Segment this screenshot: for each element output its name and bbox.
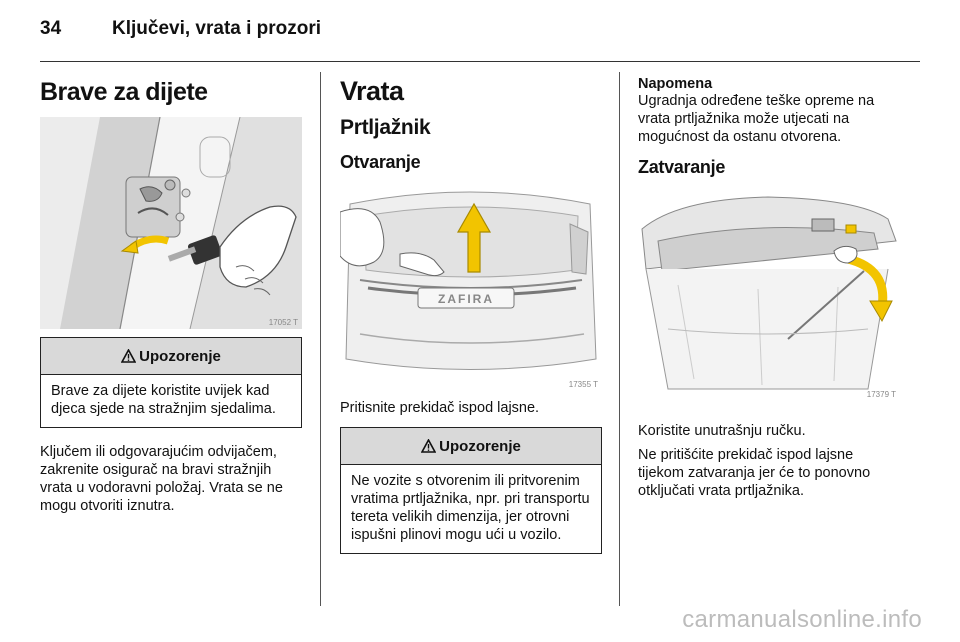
closing-instructions-2: Ne pritišćite prekidač ispod lajsne tijekom zatvaranja jer će to ponovno otključati vrata prtljažnika. (638, 447, 871, 499)
subheading-closing: Zatvaranje (638, 157, 726, 177)
tailgate-opening-illustration (340, 184, 602, 391)
note-heading: Napomena (638, 76, 713, 92)
warning-triangle-icon (421, 439, 436, 453)
child-lock-illustration (40, 117, 302, 329)
tailgate-closing-illustration (638, 189, 900, 401)
child-lock-instructions: Ključem ili odgovarajućim odvijačem, zakrenite osigurač na bravi stražnjih vrata u vodoravni položaj. Vrata se ne mogu otvoriti iznutra. (40, 444, 283, 514)
license-plate-text: ZAFIRA (438, 292, 494, 306)
child-lock-drawing (40, 117, 302, 329)
warning-box-child-locks (40, 337, 302, 428)
column-child-locks (40, 72, 302, 515)
subheading-tailgate: Prtljažnik (340, 116, 431, 139)
closing-instructions-1: Koristite unutrašnju ručku. (638, 423, 806, 439)
warning-box-exhaust (340, 427, 602, 554)
opening-instructions: Pritisnite prekidač ispod lajsne. (340, 400, 540, 416)
figure-code: 17379 T (866, 390, 896, 399)
tailgate-opening-drawing (340, 184, 602, 391)
warning-header (41, 338, 301, 375)
warning-text: Ne vozite s otvorenim ili pritvorenim vratima prtljažnika, npr. pri transportu tereta velikih dimenzija, jer otrovni ispušni plinovi mogu ući u vozilo. (351, 473, 590, 543)
page-header (40, 18, 920, 58)
subheading-opening: Otvaranje (340, 152, 421, 172)
warning-text: Brave za dijete koristite uvijek kad djeca sjede na stražnjim sjedalima. (51, 383, 276, 417)
column-closing (638, 72, 900, 500)
warning-label: Upozorenje (439, 437, 521, 455)
header-rule (40, 61, 920, 62)
section-heading-doors: Vrata (340, 76, 404, 106)
warning-header (341, 428, 601, 465)
section-heading-child-locks: Brave za dijete (40, 78, 208, 106)
figure-code: 17052 T (268, 318, 298, 327)
page-number: 34 (40, 18, 62, 39)
figure-code: 17355 T (568, 380, 598, 389)
tailgate-closing-drawing (638, 189, 900, 401)
page-title: Ključevi, vrata i prozori (112, 18, 322, 39)
warning-triangle-icon (121, 349, 136, 363)
column-divider-2 (619, 72, 620, 606)
watermark: carmanualsonline.info (682, 606, 922, 633)
warning-label: Upozorenje (139, 347, 221, 365)
note-text: Ugradnja određene teške opreme na vrata prtljažnika može utjecati na mogućnost da ostanu otvorena. (638, 93, 875, 145)
column-doors (340, 72, 602, 554)
column-divider-1 (320, 72, 321, 606)
